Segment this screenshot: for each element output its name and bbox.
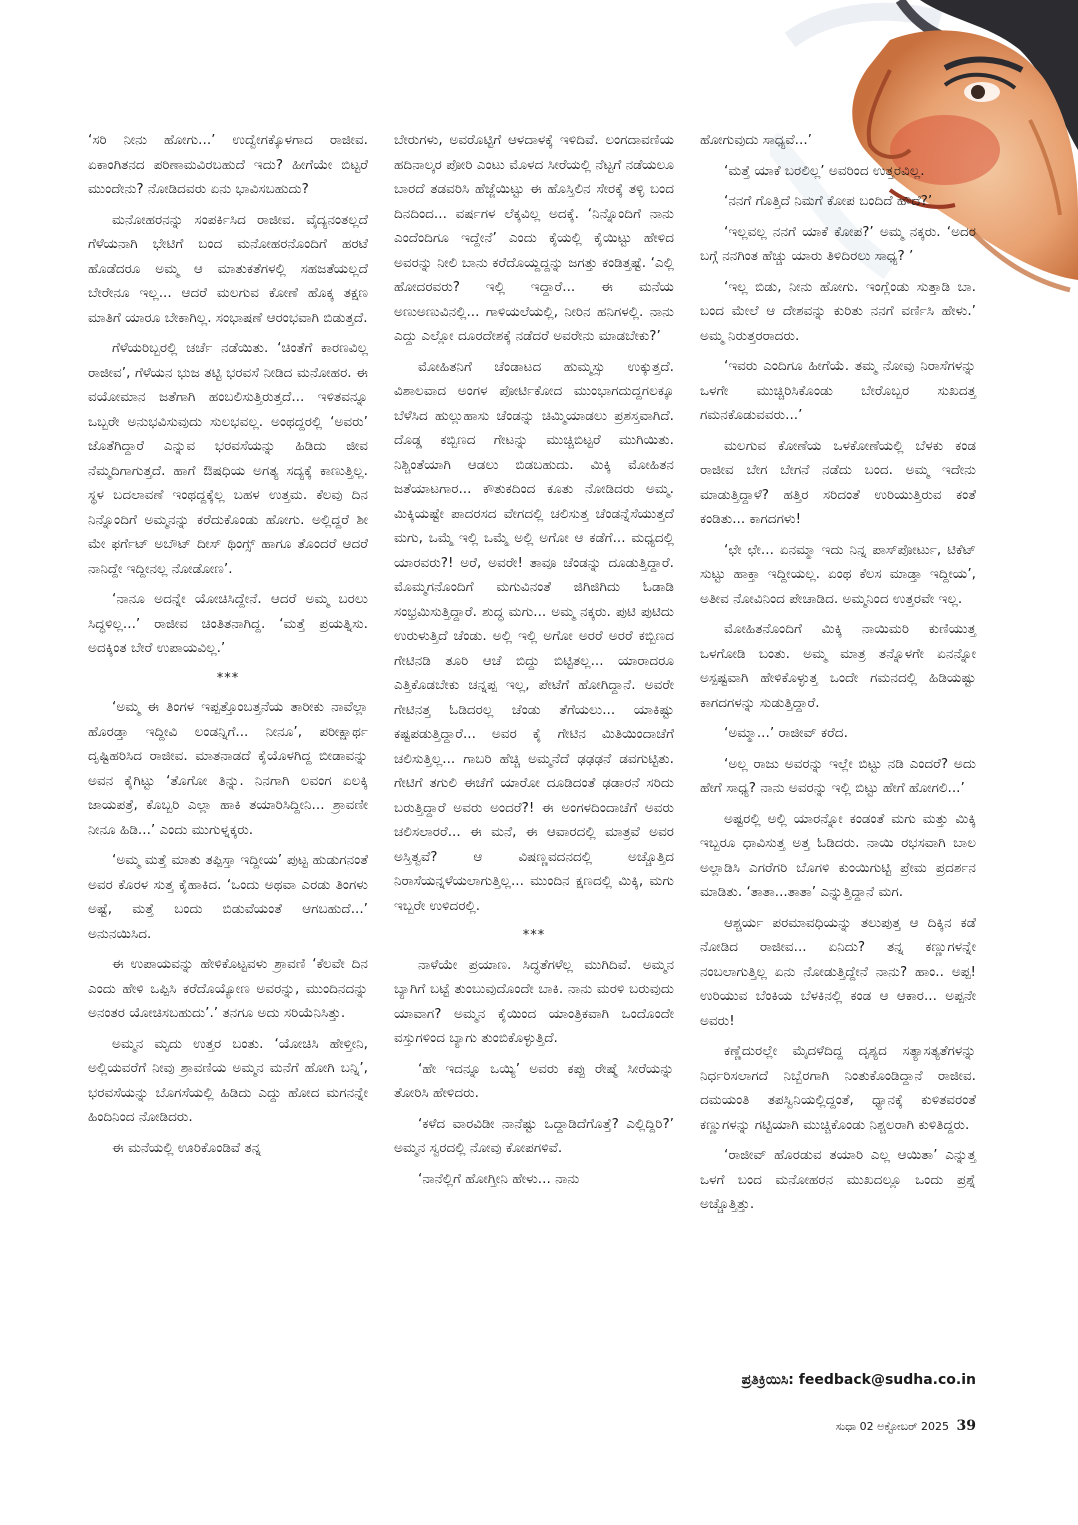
paragraph: ‘ಅಮ್ಮ ಮತ್ತೆ ಮಾತು ತಪ್ಪಿಸ್ತಾ ಇದ್ದೀಯ’ ಪುಟ್ಟ ಹುಡುಗನಂತೆ ಅವರ ಕೊರಳ ಸುತ್ತ ಕೈಹಾಕಿದ. ‘ಒಂದು ಅಥವಾ ಎರಡು ತಿಂಗಳು ಅಷ್ಟೆ, ಮತ್ತೆ ಬಂದು ಬಿಡುವೆಯಂತೆ ಆಗಬಹುದೆ...’ ಅನುನಯಿಸಿದ. [88, 852, 368, 942]
feedback-line: ಪ್ರತಿಕ್ರಿಯಿಸಿ: feedback@sudha.co.in [741, 1372, 976, 1388]
paragraph: ಮೋಹಿತನಿಗೆ ಚೆಂಡಾಟದ ಹುಮ್ಮಸ್ಸು ಉಕ್ಕುತ್ತದೆ. ವಿಶಾಲವಾದ ಅಂಗಳ ಪೋರ್ಟಿಕೋದ ಮುಂಭಾಗದುದ್ದಗಲಕ್ಕೂ ಬೆಳೆಸಿದ ಹುಲ್ಲುಹಾಸು ಚೆಂಡನ್ನು ಚಿಮ್ಮಿಯಾಡಲು ಪ್ರಶಸ್ತವಾಗಿದೆ. ದೊಡ್ಡ ಕಬ್ಬಿಣದ ಗೇಟನ್ನು ಮುಚ್ಚಿಬಿಟ್ಟರೆ ಮುಗಿಯಿತು. ನಿಶ್ಚಿಂತೆಯಾಗಿ ಆಡಲು ಬಿಡಬಹುದು. ಮಿಕ್ಕಿ ಮೋಹಿತನ ಜತೆಯಾಟಗಾರ... ಕೌತುಕದಿಂದ ಕೂತು ನೋಡಿದರು ಅಮ್ಮ. ಮಿಕ್ಕಿಯಷ್ಟೇ ಪಾದರಸದ ವೇಗದಲ್ಲಿ ಚಲಿಸುತ್ತ ಚೆಂಡನ್ನೆಸೆಯುತ್ತದೆ ಮಗು, ಒಮ್ಮೆ ಇಲ್ಲಿ ಒಮ್ಮೆ ಅಲ್ಲಿ ಅಗೋ ಆ ಕಡೆಗೆ... ಮಧ್ಯದಲ್ಲಿ ಯಾರವರು?! ಅರೆ, ಅವರೇ! ತಾವೂ ಚೆಂಡನ್ನು ದೂಡುತ್ತಿದ್ದಾರೆ. ಮೊಮ್ಮಗನೊಂದಿಗೆ ಮಗುವಿನಂತೆ ಜಿಗಿಜಿಗಿದು ಓಡಾಡಿ ಸಂಭ್ರಮಿಸುತ್ತಿದ್ದಾರೆ. ಶುದ್ಧ ಮಗು... ಅಮ್ಮ ನಕ್ಕರು. ಪುಟಿ ಪುಟಿದು ಉರುಳುತ್ತಿದೆ ಚೆಂಡು. ಅಲ್ಲಿ ಇಲ್ಲಿ ಅಗೋ ಅರರೆ ಅರರೆ ಕಬ್ಬಿಣದ ಗೇಟಿನಡಿ ತೂರಿ ಆಚೆ ಬಿದ್ದು ಬಿಟ್ಟಿತಲ್ಲ... ಯಾರಾದರೂ ಎತ್ತಿಕೊಡಬೇಕು ಚನ್ನಪ್ಪ ಇಲ್ಲ, ಪೇಟೆಗೆ ಹೋಗಿದ್ದಾನೆ. ಅವರೇ ಗೇಟಿನತ್ತ ಓಡಿದರಲ್ಲ ಚೆಂಡು ತೆಗೆಯಲು... ಯಾಕಿಷ್ಟು ಕಷ್ಟಪಡುತ್ತಿದ್ದಾರೆ... ಅವರ ಕೈ ಗೇಟಿನ ಮಿತಿಯಿಂದಾಚೆಗೆ ಚಲಿಸುತ್ತಿಲ್ಲ... ಗಾಬರಿ ಹೆಚ್ಚಿ ಅಮ್ಮನೆದೆ ಢಢಢನೆ ಡವಗುಟ್ಟಿತು. ಗೇಟಿಗೆ ತಗುಲಿ ಈಚೆಗೆ ಯಾರೋ ದೂಡಿದಂತೆ ಢಡಾರನೆ ಸರಿದು ಬರುತ್ತಿದ್ದಾರೆ ಅವರು ಅಂದರೆ?! ಈ ಅಂಗಳದಿಂದಾಚೆಗೆ ಅವರು ಚಲಿಸಲಾರರೆ... ಈ ಮನೆ, ಈ ಆವಾರದಲ್ಲಿ ಮಾತ್ರವೆ ಅವರ ಅಸ್ತಿತ್ವವೆ? ಆ ವಿಷಣ್ಣವದನದಲ್ಲಿ ಅಚ್ಚೊತ್ತಿದ ನಿರಾಸೆಯನ್ನಳೆಯಲಾಗುತ್ತಿಲ್ಲ... ಮುಂದಿನ ಕ್ಷಣದಲ್ಲಿ ಮಿಕ್ಕಿ, ಮಗು ಇಬ್ಬರೇ ಉಳಿದರಲ್ಲಿ. [394, 358, 674, 914]
paragraph: ಬೇರುಗಳು, ಅವರೊಟ್ಟಿಗೆ ಆಳದಾಳಕ್ಕೆ ಇಳಿದಿವೆ. ಲಂಗದಾವಣಿಯ ಹದಿನಾಲ್ಕರ ಪೋರಿ ಎಂಟು ಮೊಳದ ಸೀರೆಯಲ್ಲಿ ನೆಟ್ಟಗೆ ನಡೆಯಲೂ ಬಾರದೆ ತಡವರಿಸಿ ಹೆಜ್ಜೆಯಿಟ್ಟು ಈ ಹೊಸ್ತಿಲಿನ ಸೇರಕ್ಕೆ ತಳ್ಳಿ ಬಂದ ದಿನದಿಂದ... ವರ್ಷಗಳ ಲೆಕ್ಕವಿಲ್ಲ ಅದಕ್ಕೆ. ‘ನಿನ್ನೊಂದಿಗೆ ನಾನು ಎಂದೆಂದಿಗೂ ಇದ್ದೇನೆ’ ಎಂದು ಕೈಯಲ್ಲಿ ಕೈಯಿಟ್ಟು ಹೇಳಿದ ಅವರನ್ನು ನೀಲಿ ಬಾನು ಕರೆದೊಯ್ದದ್ದನ್ನು ಜಗತ್ತು ಕಂಡಿತ್ತಷ್ಟೆ. ‘ಎಲ್ಲಿ ಹೋದರವರು? ಇಲ್ಲಿ ಇದ್ದಾರೆ... ಈ ಮನೆಯ ಅಣುಅಣುವಿನಲ್ಲಿ... ಗಾಳಿಯಲೆಯಲ್ಲಿ, ನೀರಿನ ಹನಿಗಳಲ್ಲಿ. ನಾನು ಎದ್ದು ಎಲ್ಲೋ ದೂರದೇಶಕ್ಕೆ ನಡೆದರೆ ಅವರೇನು ಮಾಡಬೇಕು?’ [394, 132, 674, 344]
paragraph: ‘ಕಳೆದ ವಾರವಿಡೀ ನಾನೆಷ್ಟು ಒದ್ದಾಡಿದೆಗೊತ್ತೆ? ಎಲ್ಲಿದ್ದಿರಿ?’ ಅಮ್ಮನ ಸ್ವರದಲ್ಲಿ ನೋವು ಕೋಪಗಳಿವೆ. [394, 1115, 674, 1156]
paragraph: ಗೆಳೆಯರಿಬ್ಬರಲ್ಲಿ ಚರ್ಚೆ ನಡೆಯಿತು. ‘ಚಿಂತೆಗೆ ಕಾರಣವಿಲ್ಲ ರಾಜೀವ’, ಗೆಳೆಯನ ಭುಜ ತಟ್ಟಿ ಭರವಸೆ ನೀಡಿದ ಮನೋಹರ. ಈ ವಯೋಮಾನ ಜತೆಗಾಗಿ ಹಂಬಲಿಸುತ್ತಿರುತ್ತದೆ... ಇಳಿತವನ್ನೂ ಒಬ್ಬರೇ ಅನುಭವಿಸುವುದು ಸುಲಭವಲ್ಲ. ಅಂಥದ್ದರಲ್ಲಿ ‘ಅವರು’ ಜೊತೆಗಿದ್ದಾರೆ ಎನ್ನುವ ಭರವಸೆಯನ್ನು ಹಿಡಿದು ಜೀವ ನೆಮ್ಮದಿಗಾಗುತ್ತದೆ. ಹಾಗೆ ಔಷಧಿಯ ಅಗತ್ಯ ಸದ್ಯಕ್ಕೆ ಕಾಣುತ್ತಿಲ್ಲ. ಸ್ಥಳ ಬದಲಾವಣೆ ಇಂಥದ್ದಕ್ಕೆಲ್ಲ ಬಹಳ ಉತ್ತಮ. ಕೆಲವು ದಿನ ನಿನ್ನೊಂದಿಗೆ ಅಮ್ಮನನ್ನು ಕರೆದುಕೊಂಡು ಹೋಗು. ಅಲ್ಲಿದ್ದರೆ ಶೀ ಮೇ ಫರ್ಗೆಟ್ ಅಬೌಟ್ ದೀಸ್ ಥಿಂಗ್ಸ್ ಹಾಗೂ ತೊಂದರೆ ಆದರೆ ನಾನಿದ್ದೇ ಇದ್ದೀನಲ್ಲ ನೋಡೋಣ’. [88, 340, 368, 577]
text-column-3 [700, 128, 976, 1223]
paragraph: ಮಲಗುವ ಕೋಣೆಯ ಒಳಕೋಣೆಯಲ್ಲಿ ಬೆಳಕು ಕಂಡ ರಾಜೀವ ಬೇಗ ಬೇಗನೆ ನಡೆದು ಬಂದ. ಅಮ್ಮ ಇದೇನು ಮಾಡುತ್ತಿದ್ದಾಳೆ? ಹತ್ತಿರ ಸರಿದಂತೆ ಉರಿಯುತ್ತಿರುವ ಕಂತೆ ಕಂಡಿತು... ಕಾಗದಗಳು! [700, 437, 976, 527]
paragraph: ಈ ಮನೆಯಲ್ಲಿ ಊರಿಕೊಂಡಿವೆ ತನ್ನ [112, 1139, 262, 1156]
page-footer [836, 1416, 976, 1437]
paragraph: ‘ನಾನೆಲ್ಲಿಗೆ ಹೋಗ್ತೀನಿ ಹೇಳು... ನಾನು [418, 1170, 580, 1187]
paragraph: ‘ಹೇ ಇದನ್ನೂ ಒಯ್ಯಿ’ ಅವರು ಕಪ್ಪು ರೇಷ್ಮೆ ಸೀರೆಯನ್ನು ತೋರಿಸಿ ಹೇಳಿದರು. [394, 1060, 674, 1101]
paragraph: ‘ಇಲ್ಲ ಬಿಡು, ನೀನು ಹೋಗು. ಇಂಗ್ಲೆಂಡು ಸುತ್ತಾಡಿ ಬಾ. ಬಂದ ಮೇಲೆ ಆ ದೇಶವನ್ನು ಕುರಿತು ನನಗೆ ವರ್ಣಿಸಿ ಹೇಳು.’ ಅಮ್ಮ ನಿರುತ್ತರರಾದರು. [700, 278, 976, 344]
paragraph: ‘ಇಲ್ಲವಲ್ಲ ನನಗೆ ಯಾಕೆ ಕೋಪ?’ ಅಮ್ಮ ನಕ್ಕರು. ‘ಅದರ ಬಗ್ಗೆ ನನಗಿಂತ ಹೆಚ್ಚು ಯಾರು ತಿಳಿದಿರಲು ಸಾಧ್ಯ? ’ [700, 223, 976, 264]
paragraph: ಅಷ್ಟರಲ್ಲಿ ಅಲ್ಲಿ ಯಾರನ್ನೋ ಕಂಡಂತೆ ಮಗು ಮತ್ತು ಮಿಕ್ಕಿ ಇಬ್ಬರೂ ಧಾವಿಸುತ್ತ ಅತ್ತ ಓಡಿದರು. ನಾಯಿ ರಭಸವಾಗಿ ಬಾಲ ಅಲ್ಲಾಡಿಸಿ ಎಗರೆಗರಿ ಬೊಗಳಿ ಕುಂಯಿಗುಟ್ಟಿ ಪ್ರೇಮ ಪ್ರದರ್ಶನ ಮಾಡಿತು. ‘ತಾತಾ...ತಾತಾ’ ಎನ್ನುತ್ತಿದ್ದಾನೆ ಮಗ. [700, 810, 976, 900]
paragraph: ಹೋಗುವುದು ಸಾಧ್ಯವೆ...’ [700, 132, 812, 148]
paragraph: ‘ಅಲ್ಲ ರಾಜು ಅವರನ್ನು ಇಲ್ಲೇ ಬಿಟ್ಟು ನಡಿ ಎಂದರೆ? ಅದು ಹೇಗೆ ಸಾಧ್ಯ? ನಾನು ಅವರನ್ನು ಇಲ್ಲಿ ಬಿಟ್ಟು ಹೇಗೆ ಹೋಗಲಿ...’ [700, 755, 976, 796]
page-number: 39 [956, 1418, 976, 1434]
paragraph: ‘ನಾನೂ ಅದನ್ನೇ ಯೋಚಿಸಿದ್ದೇನೆ. ಆದರೆ ಅಮ್ಮ ಬರಲು ಸಿದ್ಧಳಿಲ್ಲ...’ ರಾಜೀವ ಚಿಂತಿತನಾಗಿದ್ದ. ‘ಮತ್ತೆ ಪ್ರಯತ್ನಿಸು. ಅದಕ್ಕಿಂತ ಬೇರೆ ಉಪಾಯವಿಲ್ಲ.’ [88, 591, 368, 656]
paragraph: ‘ಛೇ ಛೇ... ಏನಮ್ಮಾ ಇದು ನಿನ್ನ ಪಾಸ್‌ಪೋರ್ಟು, ಟಿಕೆಟ್ ಸುಟ್ಟು ಹಾಕ್ತಾ ಇದ್ದೀಯಲ್ಲ. ಏಂಥ ಕೆಲಸ ಮಾಡ್ತಾ ಇದ್ದೀಯ’, ಅತೀವ ನೋವಿನಿಂದ ಪೇಚಾಡಿದ. ಅಮ್ಮನಿಂದ ಉತ್ತರವೇ ಇಲ್ಲ. [700, 541, 976, 607]
paragraph: ಮೋಹಿತನೊಂದಿಗೆ ಮಿಕ್ಕಿ ನಾಯಿಮರಿ ಕುಣಿಯುತ್ತ ಒಳಗೋಡಿ ಬಂತು. ಅಮ್ಮ ಮಾತ್ರ ತನ್ನೊಳಗೇ ಏನನ್ನೋ ಅಸ್ಪಷ್ಟವಾಗಿ ಹೇಳಿಕೊಳ್ಳುತ್ತ ಒಂದೇ ಗಮನದಲ್ಲಿ ಹಿಡಿಯಷ್ಟು ಕಾಗದಗಳನ್ನು ಸುಡುತ್ತಿದ್ದಾರೆ. [700, 621, 976, 711]
section-separator: *** [522, 928, 546, 943]
text-column-2 [394, 128, 674, 1197]
paragraph: ‘ಅಮ್ಮಾ...’ ರಾಜೀವ್ ಕರೆದ. [724, 725, 848, 741]
paragraph: ನಾಳೆಯೇ ಪ್ರಯಾಣ. ಸಿದ್ಧತೆಗಳೆಲ್ಲ ಮುಗಿದಿವೆ. ಅಮ್ಮನ ಬ್ಯಾಗಿಗೆ ಬಟ್ಟೆ ತುಂಬುವುದೊಂದೇ ಬಾಕಿ. ನಾನು ಮರಳಿ ಬರುವುದು ಯಾವಾಗ? ಅಮ್ಮನ ಕೈಯಿಂದ ಯಾಂತ್ರಿಕವಾಗಿ ಒಂದೊಂದೇ ವಸ್ತುಗಳಿಂದ ಬ್ಯಾಗು ತುಂಬಿಕೊಳ್ಳುತ್ತಿದೆ. [394, 956, 674, 1046]
paragraph: ಆಶ್ಚರ್ಯ ಪರಮಾವಧಿಯನ್ನು ತಲುಪುತ್ತ ಆ ದಿಕ್ಕಿನ ಕಡೆ ನೋಡಿದ ರಾಜೀವ... ಏನಿದು? ತನ್ನ ಕಣ್ಣುಗಳನ್ನೇ ನಂಬಲಾಗುತ್ತಿಲ್ಲ ಏನು ನೋಡುತ್ತಿದ್ದೇನೆ ನಾನು? ಹಾಂ.. ಅಪ್ಪ! ಉರಿಯುವ ಬೆಂಕಿಯ ಬೆಳಕಿನಲ್ಲಿ ಕಂಡ ಆ ಆಕಾರ... ಅಪ್ಪನೇ ಅವರು! [700, 914, 976, 1029]
section-separator: *** [216, 670, 240, 686]
paragraph: ಈ ಉಪಾಯವನ್ನು ಹೇಳಿಕೊಟ್ಟವಳು ಶ್ರಾವಣಿ ‘ಕೆಲವೇ ದಿನ ಎಂದು ಹೇಳಿ ಒಪ್ಪಿಸಿ ಕರೆದೊಯ್ಯೋಣ ಅವರನ್ನು, ಮುಂದಿನದನ್ನು ಅನಂತರ ಯೋಚಿಸಬಹುದು’.’ ತನಗೂ ಅದು ಸರಿಯೆನಿಸಿತ್ತು. [88, 956, 368, 1021]
text-column-1 [88, 128, 368, 1166]
paragraph: ‘ಮತ್ತೆ ಯಾಕೆ ಬರಲಿಲ್ಲ’ ಅವರಿಂದ ಉತ್ತರವಿಲ್ಲ. [724, 162, 925, 179]
paragraph: ‘ಅಮ್ಮ ಈ ತಿಂಗಳ ಇಪ್ಪತ್ತೊಂಬತ್ತನೆಯ ತಾರೀಕು ನಾವೆಲ್ಲಾ ಹೊರಡ್ತಾ ಇದ್ದೀವಿ ಲಂಡನ್ನಿಗೆ... ನೀನೂ’, ಪರೀಕ್ಷಾರ್ಥ ದೃಷ್ಟಿಹರಿಸಿದ ರಾಜೀವ. ಮಾತನಾಡದೆ ಕೈಯೊಳಗಿದ್ದ ಬೀಡಾವನ್ನು ಅವನ ಕೈಗಿಟ್ಟು ‘ತೊಗೋ ತಿನ್ನು. ನಿನಗಾಗಿ ಲವಂಗ ಏಲಕ್ಕಿ ಜಾಯಪತ್ರೆ, ಕೊಬ್ಬರಿ ಎಲ್ಲಾ ಹಾಕಿ ತಯಾರಿಸಿದ್ದೀನಿ... ಶ್ರಾವಣೀ ನೀನೂ ಹಿಡಿ...’ ಎಂದು ಮುಗುಳ್ನಕ್ಕರು. [88, 699, 368, 838]
paragraph: ‘ನನಗೆ ಗೊತ್ತಿದೆ ನಿಮಗೆ ಕೋಪ ಬಂದಿದೆ ಹೌದೆ?’ [724, 193, 933, 209]
paragraph: ಅಮ್ಮನ ಮೃದು ಉತ್ತರ ಬಂತು. ‘ಯೋಚಿಸಿ ಹೇಳ್ತೀನಿ, ಅಲ್ಲಿಯವರೆಗೆ ನೀವು ಶ್ರಾವಣಿಯ ಅಮ್ಮನ ಮನೆಗೆ ಹೋಗಿ ಬನ್ನಿ’, ಭರವಸೆಯನ್ನು ಬೊಗಸೆಯಲ್ಲಿ ಹಿಡಿದು ಎದ್ದು ಹೋದ ಮಗನನ್ನೇ ಹಿಂದಿನಿಂದ ನೋಡಿದರು. [88, 1035, 368, 1125]
paragraph: ‘ರಾಜೀವ್ ಹೊರಡುವ ತಯಾರಿ ಎಲ್ಲ ಆಯಿತಾ’ ಎನ್ನುತ್ತ ಒಳಗೆ ಬಂದ ಮನೋಹರನ ಮುಖದಲ್ಲೂ ಒಂದು ಪ್ರಶ್ನೆ ಅಚ್ಚೊತ್ತಿತ್ತು. [700, 1147, 976, 1212]
paragraph: ‘ಸರಿ ನೀನು ಹೋಗು...’ ಉದ್ವೇಗಕ್ಕೊಳಗಾದ ರಾಜೀವ. ಏಕಾಂಗಿತನದ ಪರಿಣಾಮವಿರಬಹುದೆ ಇದು? ಹೀಗೆಯೇ ಬಿಟ್ಟರೆ ಮುಂದೇನು? ನೋಡಿದವರು ಏನು ಭಾವಿಸಬಹುದು? [88, 132, 368, 197]
magazine-issue: ಸುಧಾ 02 ಅಕ್ಟೋಬರ್ 2025 [835, 1420, 950, 1433]
paragraph: ಕಣ್ಣೆದುರಲ್ಲೇ ಮೈದಳೆದಿದ್ದ ದೃಶ್ಯದ ಸತ್ಯಾಸತ್ಯತೆಗಳನ್ನು ನಿರ್ಧರಿಸಲಾಗದೆ ನಿಬ್ಬೆರಗಾಗಿ ನಿಂತುಕೊಂಡಿದ್ದಾನೆ ರಾಜೀವ. ದಮಯಂತಿ ತಪಸ್ವಿನಿಯಲ್ಲಿದ್ದಂತೆ, ಧ್ಯಾನಕ್ಕೆ ಕುಳಿತವರಂತೆ ಕಣ್ಣುಗಳನ್ನು ಗಟ್ಟಿಯಾಗಿ ಮುಚ್ಚಿಕೊಂಡು ನಿಶ್ಚಲರಾಗಿ ಕುಳಿತಿದ್ದರು. [700, 1043, 976, 1133]
paragraph: ‘ಇವರು ಎಂದಿಗೂ ಹೀಗೆಯೆ. ತಮ್ಮ ನೋವು ನಿರಾಸೆಗಳನ್ನು ಒಳಗೇ ಮುಚ್ಚಿರಿಸಿಕೊಂಡು ಬೇರೊಬ್ಬರ ಸುಖದತ್ತ ಗಮನಕೊಡುವವರು...’ [700, 358, 976, 423]
paragraph: ಮನೋಹರನನ್ನು ಸಂಪರ್ಕಿಸಿದ ರಾಜೀವ. ವೈದ್ಯನಂತಲ್ಲದೆ ಗೆಳೆಯನಾಗಿ ಭೇಟಿಗೆ ಬಂದ ಮನೋಹರನೊಂದಿಗೆ ಹರಟೆ ಹೊಡೆದರೂ ಅಮ್ಮ ಆ ಮಾತುಕತೆಗಳಲ್ಲಿ ಸಹಜತೆಯಲ್ಲದೆ ಬೇರೇನೂ ಇಲ್ಲ... ಆದರೆ ಮಲಗುವ ಕೋಣೆ ಹೊಕ್ಕ ತಕ್ಷಣ ಮಾತಿಗೆ ಯಾರೂ ಬೇಕಾಗಿಲ್ಲ. ಸಂಭಾಷಣೆ ಆರಂಭವಾಗಿ ಬಿಡುತ್ತದೆ. [88, 211, 368, 326]
